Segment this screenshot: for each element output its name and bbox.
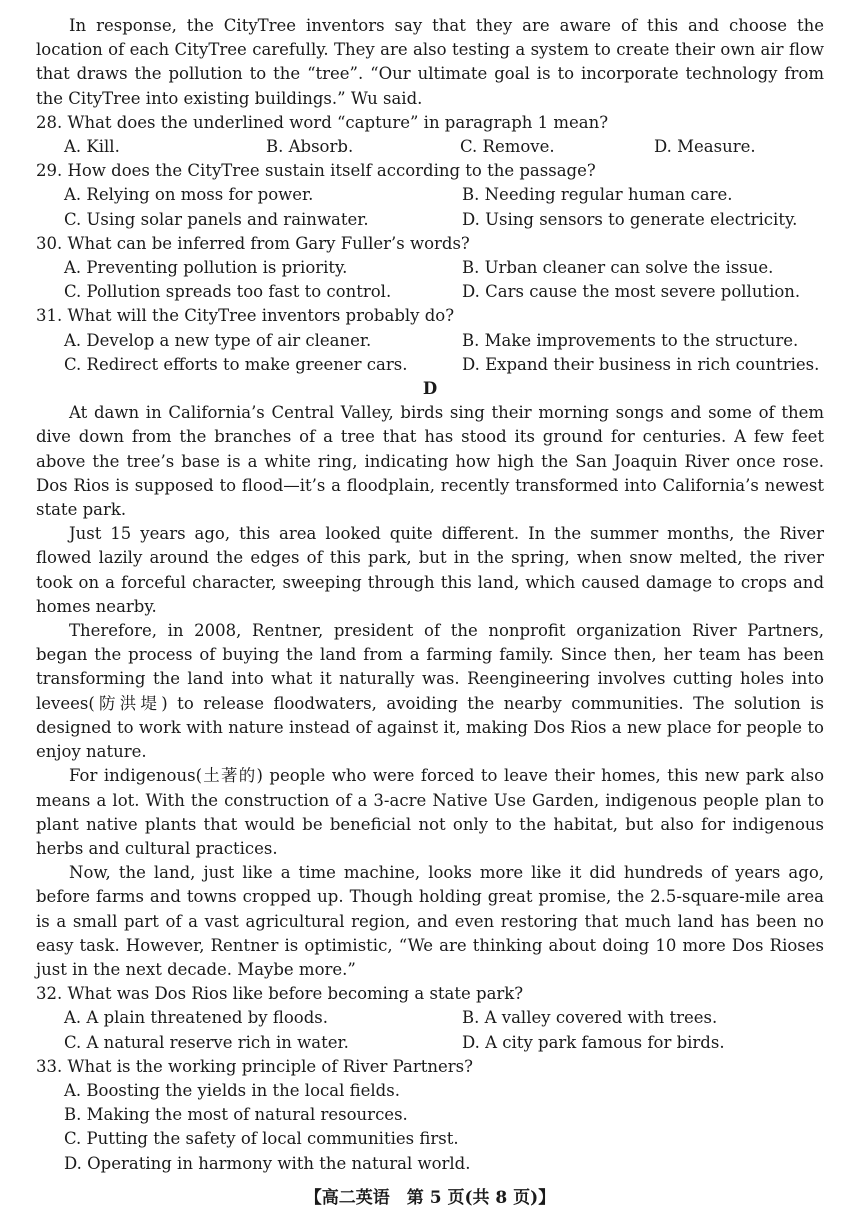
passage-d-paragraph-2: Just 15 years ago, this area looked quite different. In the summer months, the River flowed lazily around the edges of this park, but in the spring, when snow melted, the river took on a forceful character, sweeping through this land, which caused damage to crops and homes nearby. <box>36 524 824 616</box>
q31-option-a: A. Develop a new type of air cleaner. <box>64 330 372 350</box>
q28-option-a: A. Kill. <box>64 137 120 157</box>
question-29-options-row-2 <box>36 208 824 232</box>
q29-option-b: B. Needing regular human care. <box>462 185 733 205</box>
question-29-options-row-1 <box>36 183 824 207</box>
exam-page <box>36 14 824 1176</box>
passage-d-paragraph-4: For indigenous(土著的) people who were forced to leave their homes, this new park also means a lot. With the construction of a 3-acre Native Use Garden, indigenous people plan to plant native plants that would be beneficial not only to the habitat, but also for indigenous herbs and cultural practices. <box>36 766 824 858</box>
q31-option-c: C. Redirect efforts to make greener cars. <box>64 354 408 374</box>
passage-d-paragraph-3: Therefore, in 2008, Rentner, president of the nonprofit organization River Partners, began the process of buying the land from a farming family. Since then, her team has been transforming the land into what it naturally was. Reengineering involves cutting holes into levees(防洪堤) to release floodwaters, avoiding the nearby communities. The solution is designed to work with nature instead of against it, making Dos Rios a new place for people to enjoy nature. <box>36 621 824 762</box>
question-28-options <box>36 135 824 159</box>
q31-option-b: B. Make improvements to the structure. <box>462 330 799 350</box>
question-30-stem: 30. What can be inferred from Gary Fuller’s words? <box>36 233 470 253</box>
question-31-stem: 31. What will the CityTree inventors probably do? <box>36 306 455 326</box>
question-30-options-row-2 <box>36 280 824 304</box>
question-32-stem: 32. What was Dos Rios like before becoming a state park? <box>36 984 524 1004</box>
q33-option-a: A. Boosting the yields in the local fields. <box>64 1080 400 1100</box>
q32-option-a: A. A plain threatened by floods. <box>64 1008 329 1028</box>
q30-option-c: C. Pollution spreads too fast to control. <box>64 282 392 302</box>
question-31-options-row-2 <box>36 353 824 377</box>
section-d-heading: D <box>422 379 438 399</box>
passage-d-paragraph-1: At dawn in California’s Central Valley, birds sing their morning songs and some of them dive down from the branches of a tree that has stood its ground for centuries. A few feet above the tree’s base is a white ring, indicating how high the San Joaquin River once rose. Dos Rios is supposed to flood—it’s a floodplain, recently transformed into California’s newest state park. <box>36 403 824 520</box>
q28-option-d: D. Measure. <box>654 137 756 157</box>
question-28-stem: 28. What does the underlined word “capture” in paragraph 1 mean? <box>36 112 609 132</box>
q29-option-a: A. Relying on moss for power. <box>64 185 314 205</box>
q33-option-c: C. Putting the safety of local communities first. <box>64 1129 459 1149</box>
question-33-stem: 33. What is the working principle of River Partners? <box>36 1056 473 1076</box>
q32-option-c: C. A natural reserve rich in water. <box>64 1032 349 1052</box>
q33-option-b: B. Making the most of natural resources. <box>64 1105 408 1125</box>
q31-option-d: D. Expand their business in rich countries. <box>462 354 820 374</box>
question-29-stem: 29. How does the CityTree sustain itself according to the passage? <box>36 161 596 181</box>
q29-option-c: C. Using solar panels and rainwater. <box>64 209 369 229</box>
q30-option-a: A. Preventing pollution is priority. <box>64 258 348 278</box>
q30-option-d: D. Cars cause the most severe pollution. <box>462 282 801 302</box>
question-32-options-row-2 <box>36 1031 824 1055</box>
q33-option-d: D. Operating in harmony with the natural world. <box>64 1153 471 1173</box>
passage-d-paragraph-5: Now, the land, just like a time machine, looks more like it did hundreds of years ago, before farms and towns cropped up. Though holding great promise, the 2.5-square-mile area is a small part of a vast agricultural region, and even restoring that much land has been no easy task. However, Rentner is optimistic, “We are thinking about doing 10 more Dos Rioses just in the next decade. Maybe more.” <box>36 863 824 979</box>
q29-option-d: D. Using sensors to generate electricity. <box>462 209 798 229</box>
q28-option-c: C. Remove. <box>460 137 555 157</box>
page-number-label: 【高二英语 第 5 页(共 8 页)】 <box>304 1188 556 1208</box>
question-30-options-row-1 <box>36 256 824 280</box>
q28-option-b: B. Absorb. <box>266 137 354 157</box>
q32-option-d: D. A city park famous for birds. <box>462 1032 725 1052</box>
page-footer <box>0 1186 860 1210</box>
question-33-options <box>36 1079 824 1176</box>
passage-c-final-paragraph: In response, the CityTree inventors say that they are aware of this and choose the location of each CityTree carefully. They are also testing a system to create their own air flow that draws the pollution to the “tree”. “Our ultimate goal is to incorporate technology from the CityTree into existing buildings.” Wu said. <box>36 16 824 108</box>
question-32-options-row-1 <box>36 1006 824 1030</box>
q32-option-b: B. A valley covered with trees. <box>462 1008 718 1028</box>
q30-option-b: B. Urban cleaner can solve the issue. <box>462 258 774 278</box>
question-31-options-row-1 <box>36 329 824 353</box>
